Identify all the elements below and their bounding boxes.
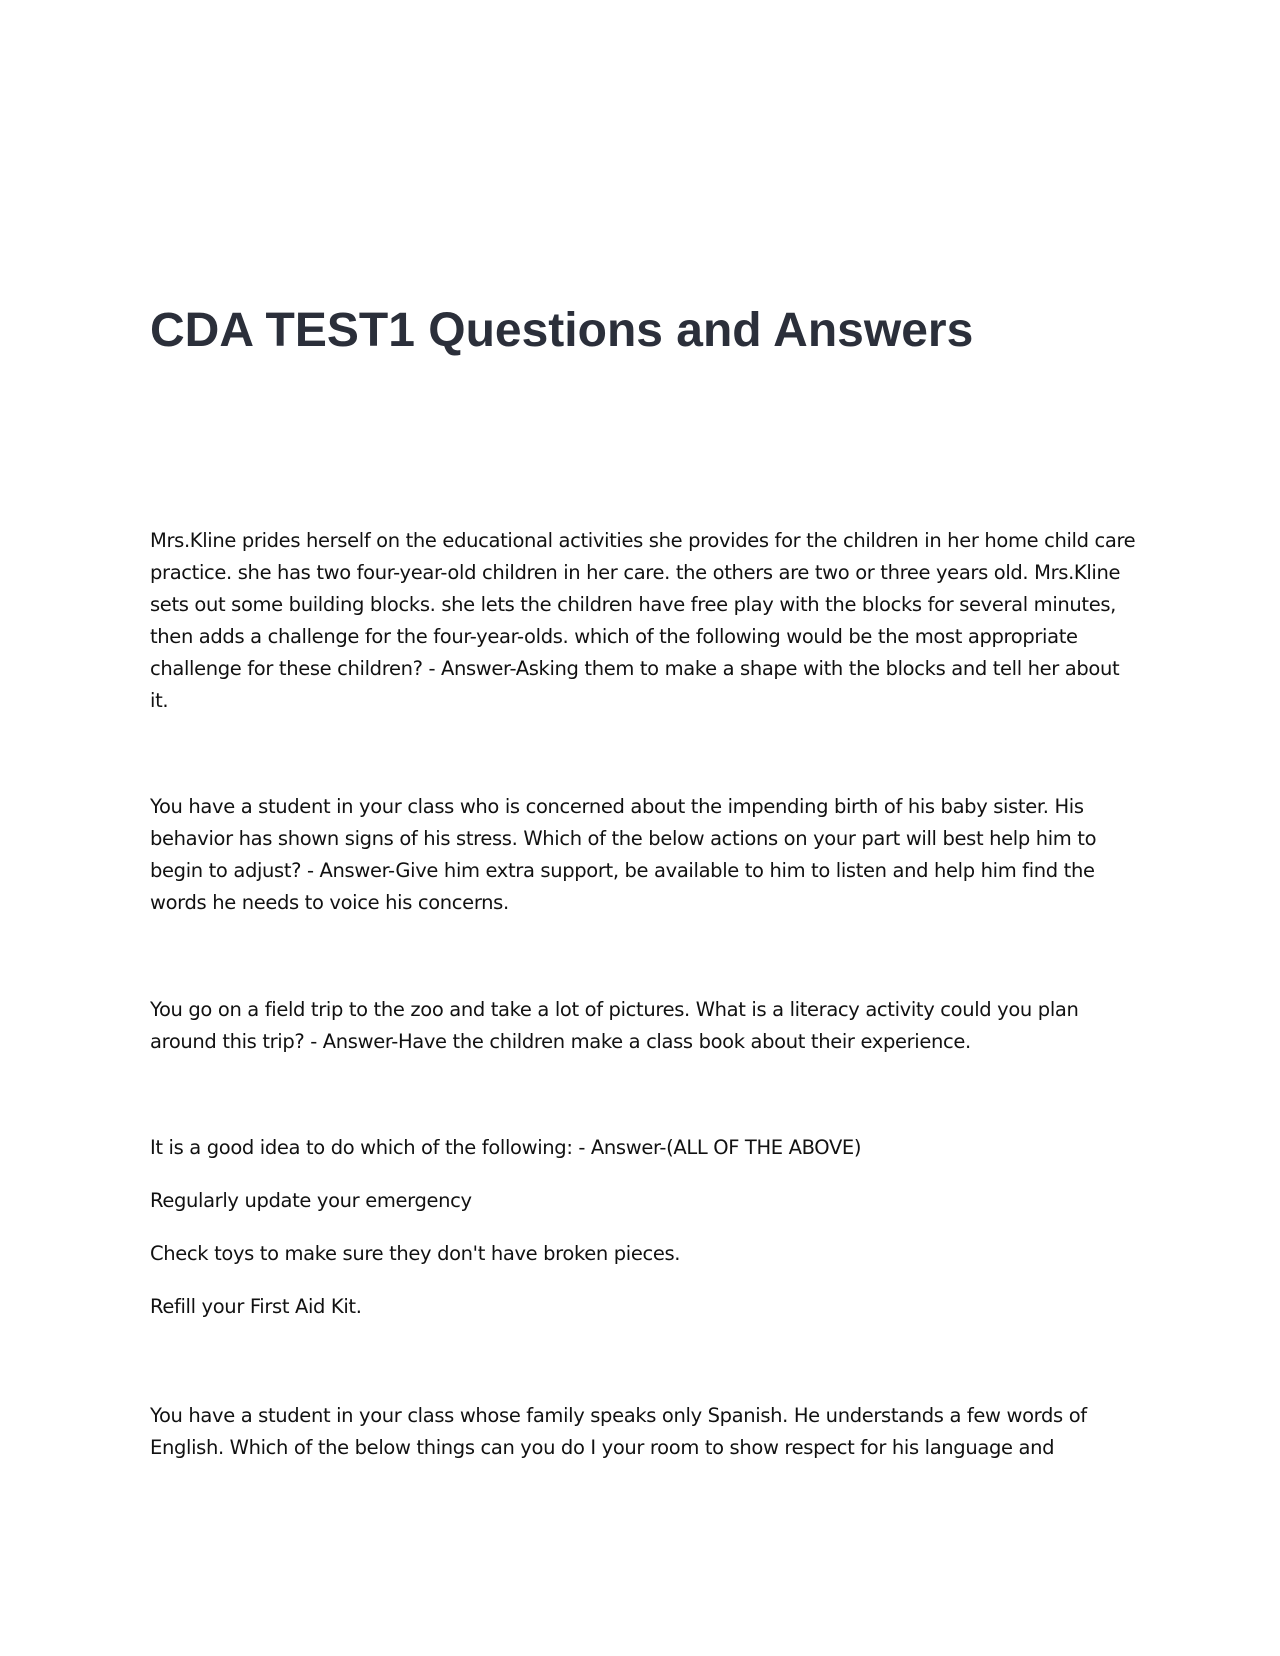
list-item-emergency <box>150 1185 1135 1217</box>
question-paragraph-spanish <box>150 1400 1135 1464</box>
paragraph-line: Check toys to make sure they don't have broken pieces. <box>150 1242 681 1265</box>
paragraph-line: practice. she has two four-year-old children in her care. the others are two or three years old. Mrs.Kline <box>150 561 1121 584</box>
paragraph-line: English. Which of the below things can you do I your room to show respect for his language and <box>150 1436 1055 1459</box>
paragraph-line: begin to adjust? - Answer-Give him extra support, be available to him to listen and help him find the <box>150 859 1095 882</box>
question-paragraph-baby-sister <box>150 791 1135 919</box>
paragraph-line: You have a student in your class who is concerned about the impending birth of his baby sister. His <box>150 795 1084 818</box>
paragraph-line: then adds a challenge for the four-year-olds. which of the following would be the most appropriate <box>150 625 1078 648</box>
question-paragraph-good-idea <box>150 1132 1135 1164</box>
paragraph-line: it. <box>150 689 169 712</box>
paragraph-line: It is a good idea to do which of the following: - Answer-(ALL OF THE ABOVE) <box>150 1136 862 1159</box>
question-paragraph-blocks <box>150 525 1135 717</box>
list-item-toys <box>150 1238 1135 1270</box>
paragraph-line: You go on a field trip to the zoo and take a lot of pictures. What is a literacy activity could you plan <box>150 998 1079 1021</box>
paragraph-line: Regularly update your emergency <box>150 1189 472 1212</box>
paragraph-line: around this trip? - Answer-Have the children make a class book about their experience. <box>150 1030 971 1053</box>
paragraph-line: words he needs to voice his concerns. <box>150 891 509 914</box>
paragraph-line: sets out some building blocks. she lets the children have free play with the blocks for several minutes, <box>150 593 1117 616</box>
paragraph-line: behavior has shown signs of his stress. Which of the below actions on your part will best help him to <box>150 827 1097 850</box>
paragraph-line: challenge for these children? - Answer-Asking them to make a shape with the blocks and tell her about <box>150 657 1120 680</box>
page-title: CDA TEST1 Questions and Answers <box>150 304 974 357</box>
paragraph-line: You have a student in your class whose family speaks only Spanish. He understands a few words of <box>150 1404 1087 1427</box>
list-item-first-aid <box>150 1291 1135 1323</box>
question-paragraph-zoo <box>150 994 1135 1058</box>
paragraph-line: Refill your First Aid Kit. <box>150 1295 362 1318</box>
paragraph-line: Mrs.Kline prides herself on the educational activities she provides for the children in her home child care <box>150 529 1136 552</box>
